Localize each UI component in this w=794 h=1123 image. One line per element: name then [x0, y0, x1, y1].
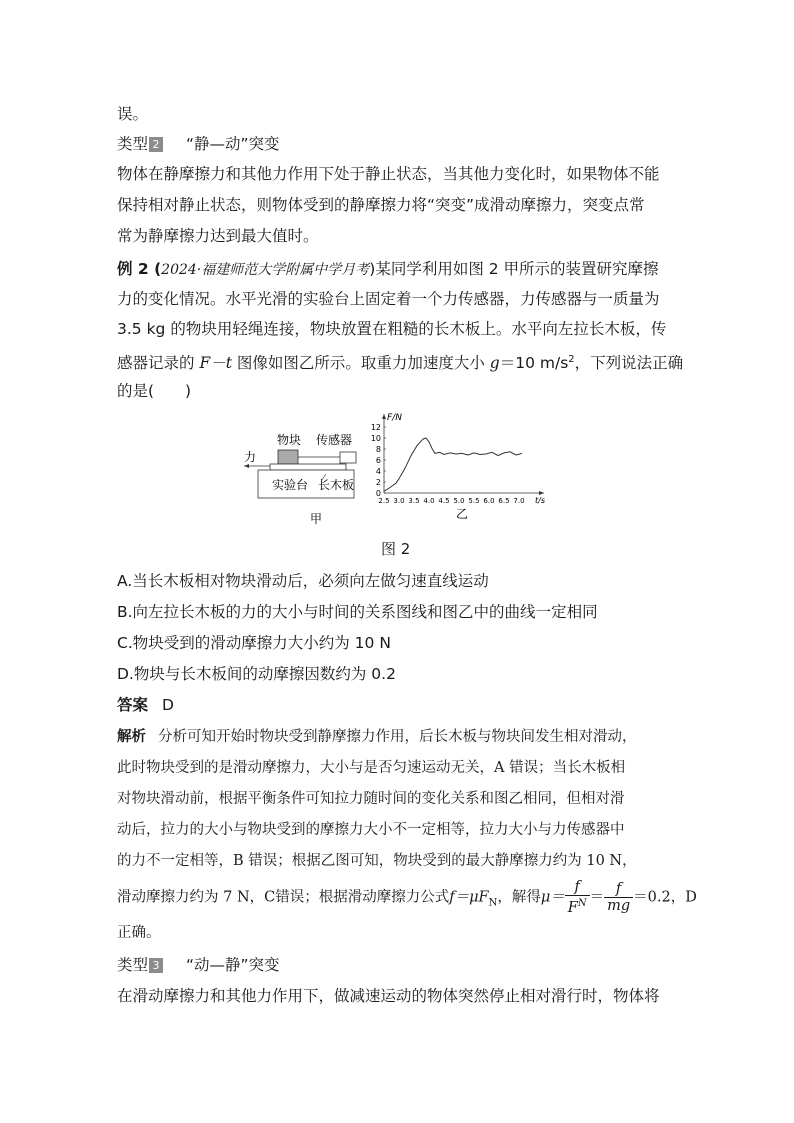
series-line-F	[384, 438, 522, 491]
x-tick-label: 3.0	[393, 497, 405, 505]
x-axis-label: t/s	[535, 496, 545, 505]
option-a: A.当长木板相对物块滑动后，必须向左做匀速直线运动	[117, 572, 489, 590]
x-tick-label: 6.5	[498, 497, 510, 505]
label-block: 物块	[277, 433, 302, 447]
paragraph-line: 物体在静摩擦力和其他力作用下处于静止状态，当其他力变化时，如果物体不能	[117, 165, 660, 183]
g-symbol: g	[489, 354, 500, 373]
caption-jia: 甲	[310, 512, 323, 526]
y-tick-label: 2	[375, 478, 381, 487]
analysis-line: 对物块滑动前，根据平衡条件可知拉力随时间的变化关系和图乙相同，但相对滑	[117, 791, 625, 807]
text: ，下列说法正确	[574, 354, 684, 373]
top-fragment: 误。	[117, 105, 149, 123]
type-label: 类型	[117, 956, 149, 974]
x-tick-label: 2.5	[378, 497, 390, 505]
x-axis-arrow	[539, 491, 544, 495]
x-tick-label: 5.5	[468, 497, 480, 505]
x-tick-label: 4.5	[438, 497, 450, 505]
example-line: 的是( )	[117, 382, 192, 400]
x-tick-label: 3.5	[408, 497, 420, 505]
fraction-f-over-mg	[604, 881, 633, 914]
paragraph-line: 常为静摩擦力达到最大值时。	[117, 227, 319, 245]
analysis-line-formula	[117, 879, 697, 920]
label-board: 长木板	[318, 478, 355, 492]
superscript: N	[577, 898, 587, 909]
type-title: “静—动”突变	[185, 135, 280, 153]
y-tick-label: 12	[370, 423, 381, 432]
text: ，解得	[497, 889, 541, 906]
superscript: 2	[568, 354, 575, 365]
x-tick-label: 5.0	[453, 497, 465, 505]
section-heading-type3	[117, 954, 280, 976]
option-c: C.物块受到的滑动摩擦力大小约为 10 N	[117, 634, 391, 652]
answer-value: D	[162, 696, 174, 714]
label-sensor: 传感器	[316, 433, 353, 447]
analysis-line: 正确。	[117, 925, 161, 941]
text: 滑动摩擦力约为 7 N，C错误；根据滑动摩擦力公式	[117, 889, 450, 906]
numerator: f	[565, 879, 590, 896]
section-heading-type2	[117, 133, 280, 155]
option-d: D.物块与长木板间的动摩擦因数约为 0.2	[117, 665, 396, 683]
paragraph-line: 保持相对静止状态，则物体受到的静摩擦力将“突变”成滑动摩擦力，突变点常	[117, 196, 645, 214]
text: 图像如图乙所示。取重力加速度大小	[231, 354, 490, 373]
analysis-line	[117, 726, 637, 748]
y-tick-label: 4	[375, 467, 381, 476]
y-tick-label: 0	[375, 489, 381, 498]
block-shape	[278, 450, 298, 464]
arrow-head	[244, 464, 249, 468]
figure-chart	[362, 410, 562, 535]
example-line: 3.5 kg 的物块用轻绳连接，物块放置在粗糙的长木板上。水平向左拉长木板，传	[117, 320, 667, 338]
analysis-line: 此时物块受到的是滑动摩擦力，大小与是否匀速运动无关，A 错误；当长木板相	[117, 760, 626, 776]
x-tick-label: 7.0	[513, 497, 525, 505]
example-heading	[117, 258, 659, 281]
mu-symbol: μ＝	[540, 889, 565, 906]
answer-line	[117, 694, 174, 716]
x-tick-label: 4.0	[423, 497, 435, 505]
paragraph-line: 在滑动摩擦力和其他力作用下，做减速运动的物体突然停止相对滑行时，物体将	[117, 987, 660, 1005]
fraction-f-over-fn	[565, 879, 590, 916]
type-label: 类型	[117, 135, 149, 153]
type-number-badge: 3	[149, 958, 163, 973]
caption-yi: 乙	[456, 507, 469, 521]
label-table: 实验台	[272, 478, 309, 492]
analysis-line: 的力不一定相等，B 错误；根据乙图可知，物块受到的最大静摩擦力约为 10 N，	[117, 853, 637, 869]
text: ＝	[589, 889, 605, 906]
formula: f＝μF	[449, 889, 489, 906]
ft-symbol: F－t	[199, 354, 232, 373]
y-axis-label: F/N	[387, 413, 402, 423]
subscript: N	[488, 897, 498, 909]
text: ＝0.2，D	[633, 889, 697, 906]
y-axis-arrow	[382, 414, 386, 419]
y-tick-label: 6	[375, 456, 381, 465]
answer-label: 答案	[117, 696, 149, 714]
label-force: 力	[244, 450, 257, 464]
example-line: 力的变化情况。水平光滑的实验台上固定着一个力传感器，力传感器与一质量为	[117, 290, 660, 308]
example-line	[117, 349, 683, 374]
text: 分析可知开始时物块受到静摩擦力作用，后长木板与物块间发生相对滑动，	[158, 729, 637, 745]
y-tick-label: 8	[375, 445, 381, 454]
text: 感器记录的	[117, 354, 200, 373]
example-prefix: 例 2 (	[117, 260, 162, 278]
example-source: 2024·福建师范大学附属中学月考	[161, 262, 370, 278]
board-shape	[270, 464, 346, 470]
type-number-badge: 2	[149, 137, 163, 152]
analysis-line: 动后，拉力的大小与物块受到的摩擦力大小不一定相等，拉力大小与力传感器中	[117, 822, 625, 838]
denominator: mg	[607, 897, 631, 914]
numerator: f	[604, 881, 633, 898]
option-b: B.向左拉长木板的力的大小与时间的关系图线和图乙中的曲线一定相同	[117, 603, 598, 621]
analysis-label: 解析	[117, 729, 146, 745]
type-title: “动—静”突变	[185, 956, 280, 974]
sensor-shape	[340, 452, 356, 463]
figure-caption: 图 2	[381, 540, 411, 558]
text: ＝10 m/s	[499, 354, 569, 373]
x-tick-label: 6.0	[483, 497, 495, 505]
example-line1: )某同学利用如图 2 甲所示的装置研究摩擦	[369, 260, 659, 278]
y-tick-label: 10	[370, 434, 381, 443]
denominator: F	[567, 899, 578, 916]
